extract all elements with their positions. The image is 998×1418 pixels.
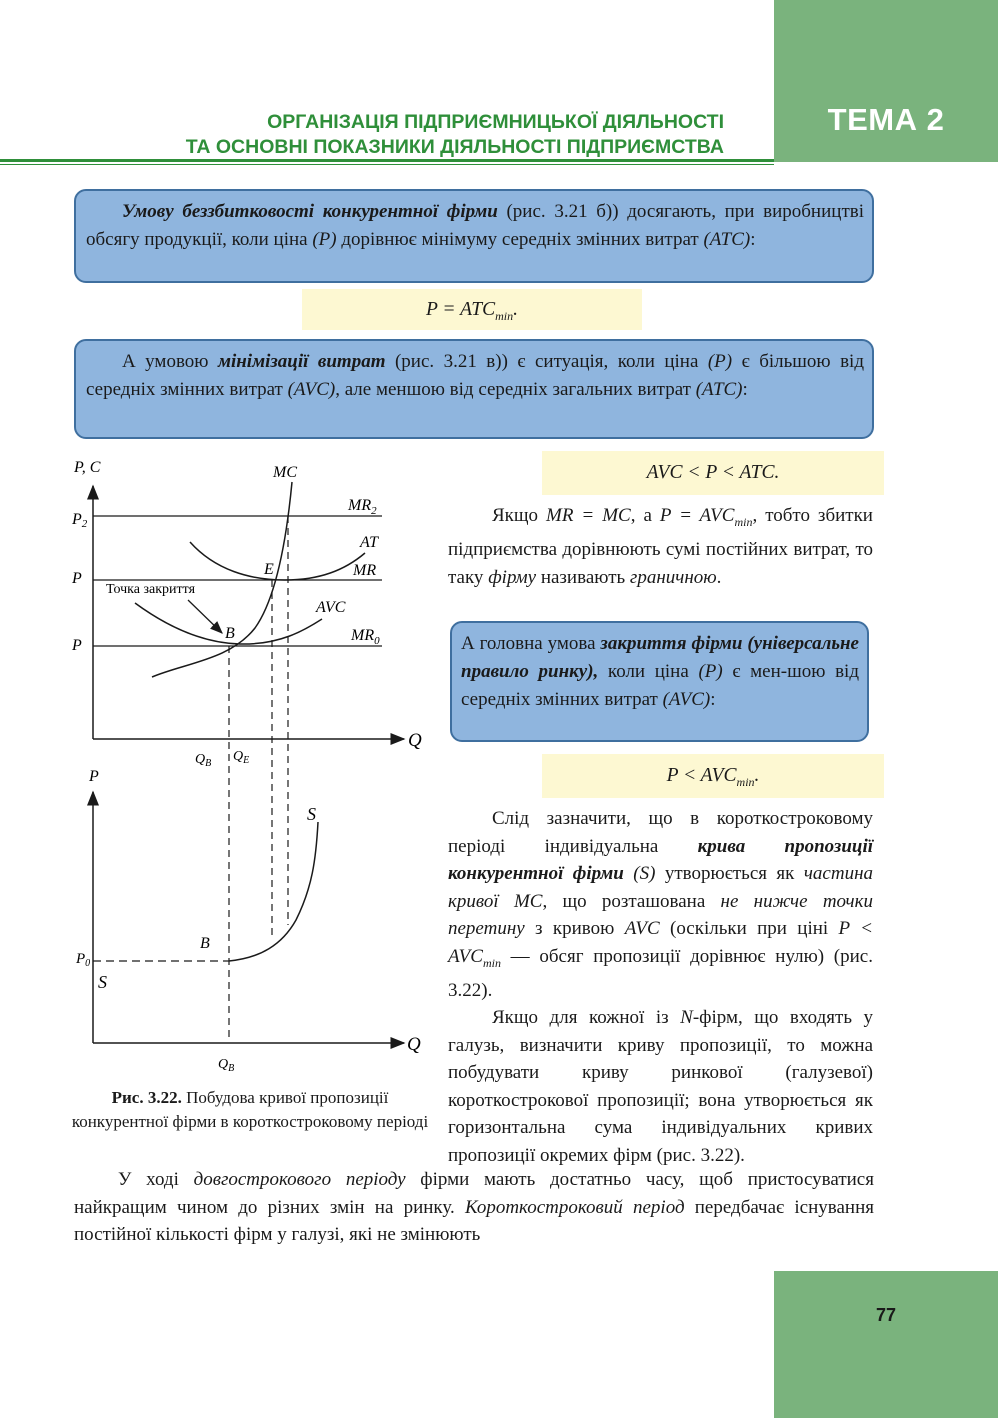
term: частина кривої МС <box>448 863 874 912</box>
header-rule <box>0 159 774 162</box>
text: дорівнює мінімуму середніх змінних витрат <box>336 228 704 250</box>
text: (оскільки при ціні <box>659 918 839 939</box>
chapter-title-line1: ОРГАНІЗАЦІЯ ПІДПРИЄМНИЦЬКОЇ ДІЯЛЬНОСТІ <box>267 111 724 133</box>
point-b-label: B <box>225 625 235 642</box>
symbol-s: (S) <box>623 863 656 884</box>
avc-label: AVC <box>316 599 346 616</box>
symbol-sub: min <box>482 955 501 970</box>
qb-sub: B <box>228 1063 235 1074</box>
qb-label <box>195 752 211 769</box>
paragraph-supply-curve <box>448 805 873 1169</box>
symbol-atc: (ATC) <box>703 228 751 250</box>
point-e-label: E <box>264 561 274 578</box>
paragraph-marginal-firm <box>448 502 873 591</box>
graph1-x-label: Q <box>408 730 422 751</box>
at-label: AT <box>360 534 379 551</box>
text: -фірм, що входять у галузь, визначити криву пропозиції, то можна побудувати криву ринкової (галузевої) короткострокової пропозиції; вона утворюється як горизонтальна сума індивідуальних кривих пропозиції окремих фірм (рис. 3.22). <box>448 1007 874 1166</box>
chapter-title-line2: ТА ОСНОВНІ ПОКАЗНИКИ ДІЯЛЬНОСТІ ПІДПРИЄМСТВА <box>185 136 724 158</box>
text: утворюється як <box>655 863 804 884</box>
p2-label <box>71 511 88 530</box>
qb-text: Q <box>218 1057 229 1072</box>
qe-sub: E <box>243 755 250 766</box>
text: Якщо <box>492 505 547 526</box>
supply-axis-label: S <box>98 972 107 992</box>
figure-caption <box>70 1086 430 1133</box>
formula-sub: min <box>495 308 514 323</box>
graph2-point-b-label: B <box>200 935 210 952</box>
term-shutdown: закриття фірми (універсальне правило ринку), <box>461 633 859 682</box>
text: , а <box>630 505 660 526</box>
tema-label: ТЕМА 2 <box>827 102 945 137</box>
text: (рис. 3.21 в)) є ситуація, коли ціна <box>385 351 708 372</box>
text: називають <box>536 566 630 588</box>
symbol-avc: (AVC) <box>662 689 711 710</box>
symbol-n: N <box>680 1007 693 1029</box>
formula-end: . <box>754 765 760 786</box>
caption-text: Побудова кривої пропозиції конкурентної фірми в короткостроковому періоді <box>71 1088 429 1131</box>
paragraph-long-run <box>74 1166 874 1249</box>
qe-text: Q <box>233 749 244 764</box>
text: коли ціна <box>598 661 699 682</box>
mr0-sub: 0 <box>374 635 380 647</box>
text: є більшою від середніх змінних витрат <box>86 351 864 400</box>
term: не нижче точки перетину <box>448 890 873 939</box>
formula-cost-minimization <box>542 451 884 495</box>
mr-label: MR <box>353 562 377 579</box>
symbol-avc: AVC <box>624 918 660 939</box>
qb-sub: B <box>205 758 212 769</box>
p0-sub: 0 <box>85 958 91 969</box>
text: з кривою <box>524 918 625 939</box>
text: . <box>716 566 722 588</box>
text: передбачає існування постійної кількості фірм у галузі, які не змінюють <box>74 1196 874 1245</box>
definition-box-cost-minimization <box>74 339 874 439</box>
graph2-x-label: Q <box>407 1034 421 1055</box>
p-lower-label: P <box>72 637 82 654</box>
page-number: 77 <box>875 1305 897 1325</box>
term: граничною <box>629 566 717 588</box>
term: фірму <box>488 566 537 588</box>
symbol-p: (P) <box>698 661 723 682</box>
text: фірми мають достатньо часу, щоб пристосуватися найкращим чином до різних змін на ринку. <box>74 1169 874 1218</box>
graph2-y-label: P <box>89 768 99 785</box>
definition-box-breakeven <box>74 189 874 283</box>
mr0-text: MR <box>351 627 375 644</box>
supply-curve <box>229 822 318 961</box>
graph1-y-label: P, C <box>74 459 101 476</box>
supply-curve-label: S <box>307 804 316 824</box>
graph2-qb-label <box>218 1057 234 1074</box>
symbol: MR = MC <box>546 505 631 526</box>
p2-text: P <box>72 511 82 528</box>
qe-label <box>233 749 249 766</box>
text: А головна умова <box>461 633 601 654</box>
shutdown-arrow <box>188 600 222 633</box>
symbol-sub: min <box>734 514 753 529</box>
term-cost-minimization: мінімізації витрат <box>217 351 386 372</box>
formula-shutdown <box>542 754 884 798</box>
term: довгострокового періоду <box>193 1169 406 1190</box>
symbol-atc: (ATC) <box>695 378 743 400</box>
text: (рис. 3.21 б)) досягають, при виробництві обсягу продукції, коли ціна <box>86 201 864 250</box>
text: Слід зазначити, що в короткостроковому періоді індивідуальна <box>448 808 873 857</box>
term: Короткостроковий період <box>464 1196 685 1218</box>
mr2-sub: 2 <box>371 505 377 517</box>
text: : <box>742 378 748 400</box>
figure-3-22-diagram <box>0 448 440 1088</box>
shutdown-label: Точка закриття <box>106 582 196 597</box>
definition-box-shutdown <box>450 621 869 742</box>
text: А умовою <box>122 351 218 372</box>
text: , що розташована <box>542 890 721 912</box>
mr2-label <box>347 497 377 517</box>
symbol-avc: (AVC) <box>287 378 336 400</box>
header-rule-thin <box>0 164 774 165</box>
formula-breakeven <box>302 289 642 330</box>
symbol: P = AVC <box>659 505 735 526</box>
p0-label <box>75 951 90 969</box>
caption-label: Рис. 3.22. <box>111 1088 182 1107</box>
text: : <box>750 228 756 250</box>
text: : <box>710 689 716 710</box>
text: , тобто збитки підприємства дорівнюють сумі постійних витрат, то таку <box>448 505 873 588</box>
term-breakeven: Умову беззбитковості конкурентної фірми <box>122 201 498 222</box>
qb-text: Q <box>195 752 206 767</box>
formula-end: . <box>513 299 519 320</box>
text: , але меншою від середніх загальних витрат <box>335 378 696 400</box>
mr2-text: MR <box>348 497 372 514</box>
p-upper-label: P <box>72 570 82 587</box>
chapter-title <box>186 110 724 160</box>
tema-badge <box>774 0 998 162</box>
mc-label: MC <box>273 464 297 481</box>
page-number-box <box>774 1271 998 1418</box>
symbol-p: (P) <box>707 351 733 372</box>
formula-text: P < AVC <box>666 765 737 786</box>
p2-sub: 2 <box>81 518 88 530</box>
text: У ході <box>118 1169 194 1190</box>
term-supply-curve: крива пропозиції конкурентної фірми <box>448 835 874 884</box>
symbol: P < AVC <box>448 918 873 967</box>
p0-text: P <box>76 951 86 967</box>
symbol-p: (P) <box>312 228 337 250</box>
text: Якщо для кожної із <box>492 1007 681 1029</box>
mr0-label <box>350 627 380 647</box>
text: є мен-шою від середніх змінних витрат <box>461 661 859 710</box>
text: — обсяг пропозиції дорівнює нулю) (рис. 3.22). <box>448 945 873 1001</box>
formula-text: AVC < P < ATC. <box>646 462 780 483</box>
formula-sub: min <box>736 774 755 789</box>
formula-text: P = ATC <box>425 299 496 320</box>
